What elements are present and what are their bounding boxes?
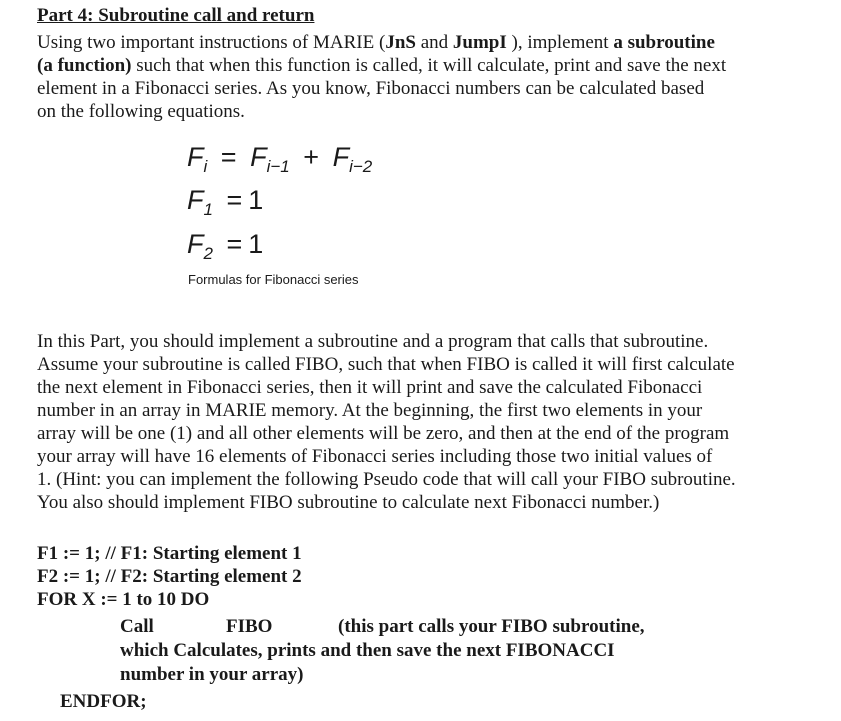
equals-sign: = (226, 229, 243, 259)
pseudo-line-f2: F2 := 1; // F2: Starting element 2 (37, 566, 302, 587)
call-target: FIBO (226, 616, 273, 637)
equation-caption: Formulas for Fibonacci series (188, 272, 359, 287)
pseudo-line-f1: F1 := 1; // F1: Starting element 1 (37, 543, 302, 564)
body-line: Assume your subroutine is called FIBO, such that when FIBO is called it will first calculate (37, 354, 735, 375)
f-symbol: F (250, 142, 267, 172)
part-heading: Part 4: Subroutine call and return (37, 5, 315, 26)
body-line: your array will have 16 elements of Fibonacci series including those two initial values of (37, 446, 713, 467)
pseudo-line-endfor: ENDFOR; (60, 691, 147, 712)
pseudo-line-comment-2: which Calculates, prints and then save the next FIBONACCI (120, 640, 615, 661)
body-line: You also should implement FIBO subroutine to calculate next Fibonacci number.) (37, 492, 660, 513)
jumpi-instruction: JumpI (452, 32, 507, 53)
pseudo-line-call (120, 615, 645, 638)
pseudo-line-for: FOR X := 1 to 10 DO (37, 589, 210, 610)
intro-text: and (415, 32, 453, 53)
intro-text: ), implement (506, 32, 614, 53)
body-line: 1. (Hint: you can implement the following Pseudo code that will call your FIBO subroutine. (37, 469, 736, 490)
f-symbol: F (187, 185, 204, 215)
call-keyword: Call (120, 616, 154, 637)
equation-f2 (187, 229, 264, 263)
subscript: i−2 (349, 157, 373, 176)
f-symbol: F (332, 142, 350, 172)
subscript: i−1 (266, 157, 290, 176)
body-line: array will be one (1) and all other elements will be zero, and then at the end of the program (37, 423, 730, 444)
equation-recurrence (187, 142, 373, 176)
value: 1 (248, 229, 264, 259)
equation-f1 (187, 185, 264, 219)
jns-instruction: JnS (385, 32, 416, 53)
plus-sign: + (303, 142, 320, 172)
pseudo-line-comment-3: number in your array) (120, 664, 304, 685)
subscript: 1 (203, 200, 213, 219)
body-line: the next element in Fibonacci series, then it will print and save the calculated Fibonacci (37, 377, 703, 398)
f-symbol: F (187, 142, 204, 172)
intro-text: Using two important instructions of MARIE ( (37, 32, 386, 53)
value: 1 (248, 185, 264, 215)
function-emphasis: (a function) (37, 55, 132, 76)
intro-line-3: element in a Fibonacci series. As you know, Fibonacci numbers can be calculated based (37, 78, 705, 99)
intro-text: such that when this function is called, it will calculate, print and save the next (131, 55, 727, 76)
subscript: 2 (203, 244, 213, 263)
intro-line-2 (37, 54, 726, 77)
intro-line-4: on the following equations. (37, 101, 245, 122)
equals-sign: = (226, 185, 243, 215)
body-line: In this Part, you should implement a subroutine and a program that calls that subroutine. (37, 331, 709, 352)
call-comment: (this part calls your FIBO subroutine, (338, 616, 645, 637)
f-symbol: F (187, 229, 204, 259)
subroutine-emphasis: a subroutine (613, 32, 715, 53)
intro-line-1 (37, 31, 715, 54)
body-line: number in an array in MARIE memory. At the beginning, the first two elements in your (37, 400, 703, 421)
subscript: i (203, 157, 208, 176)
equals-sign: = (220, 142, 237, 172)
